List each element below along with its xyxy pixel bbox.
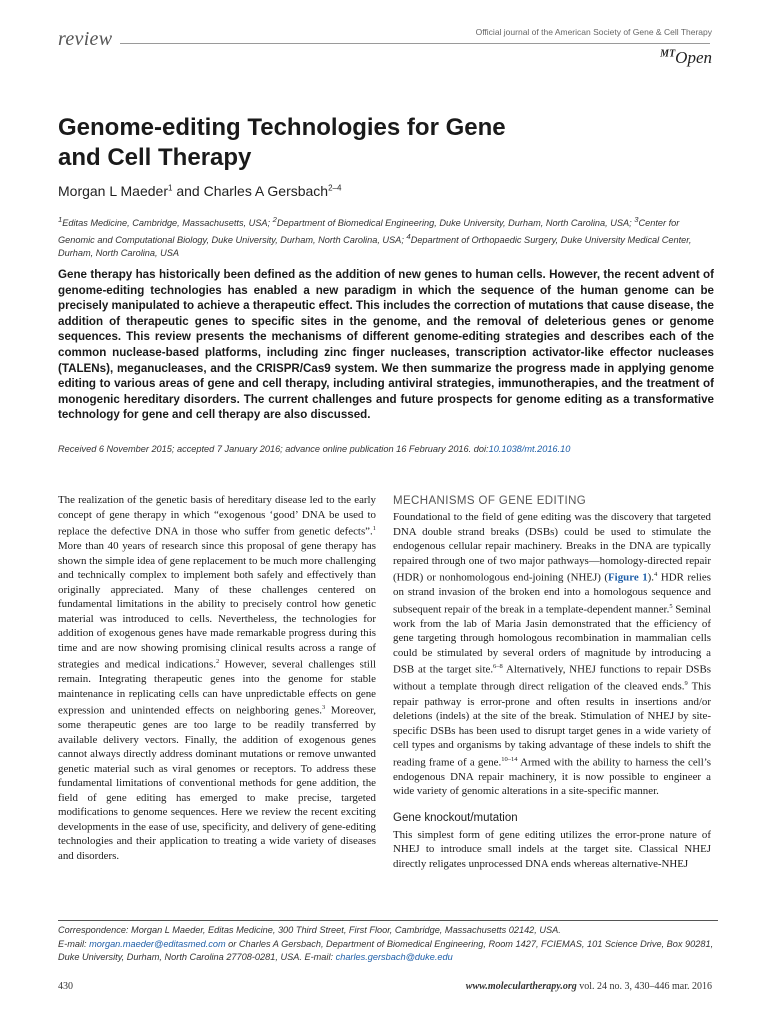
- email-link[interactable]: charles.gersbach@duke.edu: [335, 952, 453, 962]
- body-text: Foundational to the field of gene editing was the discovery that targeted DNA double strand breaks (DSBs) could be used to stimulate the endogenous cellular repair machinery. Breaks in the DNA are typically repaired through one of two major pathways—homology-directed repair (HDR) or nonhomologous end-joining (NHEJ) (: [393, 511, 711, 584]
- journal-citation: [466, 981, 712, 992]
- correspondence-label: Correspondence:: [58, 925, 129, 935]
- reference-citation[interactable]: 10–14: [501, 755, 518, 763]
- received-text: Received 6 November 2015; accepted 7 January 2016; advance online publication 16 February 2016. doi:: [58, 444, 489, 454]
- reference-citation[interactable]: 5: [669, 602, 673, 610]
- doi-link[interactable]: 10.1038/mt.2016.10: [488, 444, 571, 454]
- header-rule: [120, 43, 710, 44]
- journal-name: Official journal of the American Society of Gene & Cell Therapy: [475, 27, 712, 37]
- author-affil-ref: 2–4: [328, 183, 342, 193]
- subsection-heading: Gene knockout/mutation: [393, 811, 518, 824]
- correspondence: [58, 924, 718, 965]
- article-title-line2: and Cell Therapy: [58, 144, 252, 171]
- body-text: Armed with the ability to harness the cell’s endogenous DNA repair machinery, it is now possible to engineer a wide variety of genomic alterations in a site-specific manner.: [393, 756, 711, 798]
- author-affil-ref: 1: [167, 183, 173, 193]
- body-text: The realization of the genetic basis of hereditary disease led to the early concept of gene therapy in which “exogenous ‘good’ DNA be used to replace the defective DNA in those who suffer from genetic defects”.: [58, 494, 376, 538]
- reference-citation[interactable]: 3: [321, 704, 326, 712]
- journal-logo-text: Open: [675, 48, 712, 67]
- affil-num: 2: [272, 215, 277, 224]
- body-paragraph: [393, 828, 711, 872]
- received-dates: [58, 444, 718, 454]
- footer-rule: [58, 920, 718, 921]
- email-link[interactable]: morgan.maeder@editasmed.com: [89, 938, 226, 949]
- journal-logo-sup: MT: [660, 48, 676, 60]
- issue-info: vol. 24 no. 3, 430–446 mar. 2016: [576, 981, 712, 992]
- article-title: [58, 113, 618, 173]
- page-number: 430: [58, 981, 73, 992]
- body-left-column: [58, 493, 376, 863]
- affil-text: Department of Orthopaedic Surgery, Duke University Medical Center, Durham, North Carolina, USA: [58, 235, 692, 259]
- affil-text: Editas Medicine, Cambridge, Massachusetts, USA;: [62, 218, 273, 229]
- body-text: Seminal work from the lab of Maria Jasin demonstrated that the efficiency of gene targeting through homologous recombination in mammalian cells could be stimulated by several orders of magnitude by introducing a DSB at the target site.: [393, 603, 712, 676]
- author-conjunction: and: [172, 183, 204, 199]
- correspondence-text: Morgan L Maeder, Editas Medicine, 300 Third Street, First Floor, Cambridge, Massachusetts 02142, USA.: [128, 925, 561, 935]
- affil-num: 4: [406, 232, 411, 242]
- body-text: Moreover, some therapeutic genes are too large to be readily transferred by available delivery vectors. Finally, the addition of exogenous genes cannot always directly address dominant mutations or remove unwanted genetic material such as viral genomes or receptors. To address these fundamental limitations of conventional methods for gene addition, the field of gene editing has emerged to make precise, targeted modifications to genome sequences. Here we review the recent exciting developments in the ease of use, specificity, and delivery of gene-editing technologies and their application to treating a wide variety of diseases and disorders.: [58, 704, 376, 862]
- article-title-line1: Genome-editing Technologies for Gene: [58, 114, 506, 141]
- affil-text: Department of Biomedical Engineering, Duke University, Durham, North Carolina, USA;: [276, 218, 635, 229]
- body-text: However, several challenges still remain. Integrating therapeutic genes into the genome for stable maintenance in replicating cells can have unpredictable effects on gene expression and unintended effects on neighboring genes.: [58, 658, 376, 717]
- correspondence-text: or Charles A Gersbach, Department of Biomedical Engineering, Room 1427, FCIEMAS, 101 Science Drive, Box 90281, Duke University, Durham, North Carolina 27708-0281, USA. E-mail:: [58, 938, 714, 962]
- reference-citation[interactable]: 2: [215, 658, 220, 666]
- body-text: HDR relies on strand invasion of the broken end into a homologous sequence and subsequent repair of the break in a template-dependent manner.: [393, 571, 711, 616]
- section-label: review: [58, 28, 113, 50]
- affil-num: 1: [58, 215, 63, 224]
- abstract: Gene therapy has historically been defined as the addition of new genes to human cells. However, the recent advent of genome-editing technologies has enabled a new paradigm in which the sequence of the human genome can be precisely manipulated to achieve a therapeutic effect. This includes the correction of mutations that cause disease, the addition of therapeutic genes to specific sites in the genome, and the removal of deleterious genes or genome sequences. This review presents the mechanisms of different genome-editing strategies and describes each of the common nuclease-based platforms, including zinc finger nucleases, transcription activator-like effector nucleases (TALENs), meganucleases, and the CRISPR/Cas9 system. We then summarize the progress made in applying genome editing to various areas of gene and cell therapy, including antiviral strategies, immunotherapies, and the treatment of monogenic hereditary disorders. The current challenges and future prospects for genome editing as a transformative technology for gene and cell therapy are also discussed.: [58, 268, 714, 422]
- body-text: This repair pathway is error-prone and often results in insertions and/or deletions (indels) at the site of the break. Stimulation of NHEJ by site-specific DSBs has been used to disrupt target genes in a wide variety of cell types and organisms by taking advantage of these indels to shift the reading frame of a gene.: [393, 681, 712, 769]
- author-name: Charles A Gersbach: [203, 183, 329, 199]
- reference-citation[interactable]: 1: [372, 525, 376, 532]
- body-paragraph: [393, 510, 711, 799]
- journal-website-link[interactable]: www.moleculartherapy.org: [465, 981, 577, 992]
- body-paragraph: [58, 493, 376, 863]
- affiliations: [58, 213, 718, 260]
- author-name: Morgan L Maeder: [58, 183, 168, 199]
- reference-citation[interactable]: 6–8: [493, 663, 503, 671]
- affil-text: Center for Genomic and Computational Biology, Duke University, Durham, North Carolina, USA;: [58, 218, 680, 246]
- body-text: This simplest form of gene editing utilizes the error-prone nature of NHEJ to introduce small indels at the target site. Classical NHEJ directly religates unprocessed DNA ends whereas alternative-NHEJ: [393, 828, 711, 870]
- figure-link[interactable]: Figure 1: [608, 571, 648, 584]
- journal-logo: [660, 48, 712, 68]
- body-text: More than 40 years of research since this proposal of gene therapy has shown the simple idea of gene replacement to be much more challenging and technically complex to implement both safely and effectively than originally appreciated. Many of these challenges centered on fundamental limitations in the ability to precisely control how genetic material was introduced to cells. Nevertheless, the technologies for addition of exogenous genes have made remarkable progress during this time and are now showing promising clinical results across a range of strategies and medical indications.: [58, 540, 376, 671]
- section-heading: MECHANISMS OF GENE EDITING: [393, 495, 587, 507]
- reference-citation[interactable]: 4: [654, 571, 658, 578]
- reference-citation[interactable]: 9: [684, 680, 688, 688]
- body-text: ).: [647, 571, 655, 584]
- body-right-column: [393, 493, 711, 871]
- author-list: [58, 183, 341, 199]
- body-text: Alternatively, NHEJ functions to repair DSBs without a template through direct religation of the cleaved ends.: [393, 663, 711, 693]
- affil-num: 3: [634, 215, 639, 224]
- email-label: E-mail:: [58, 938, 90, 949]
